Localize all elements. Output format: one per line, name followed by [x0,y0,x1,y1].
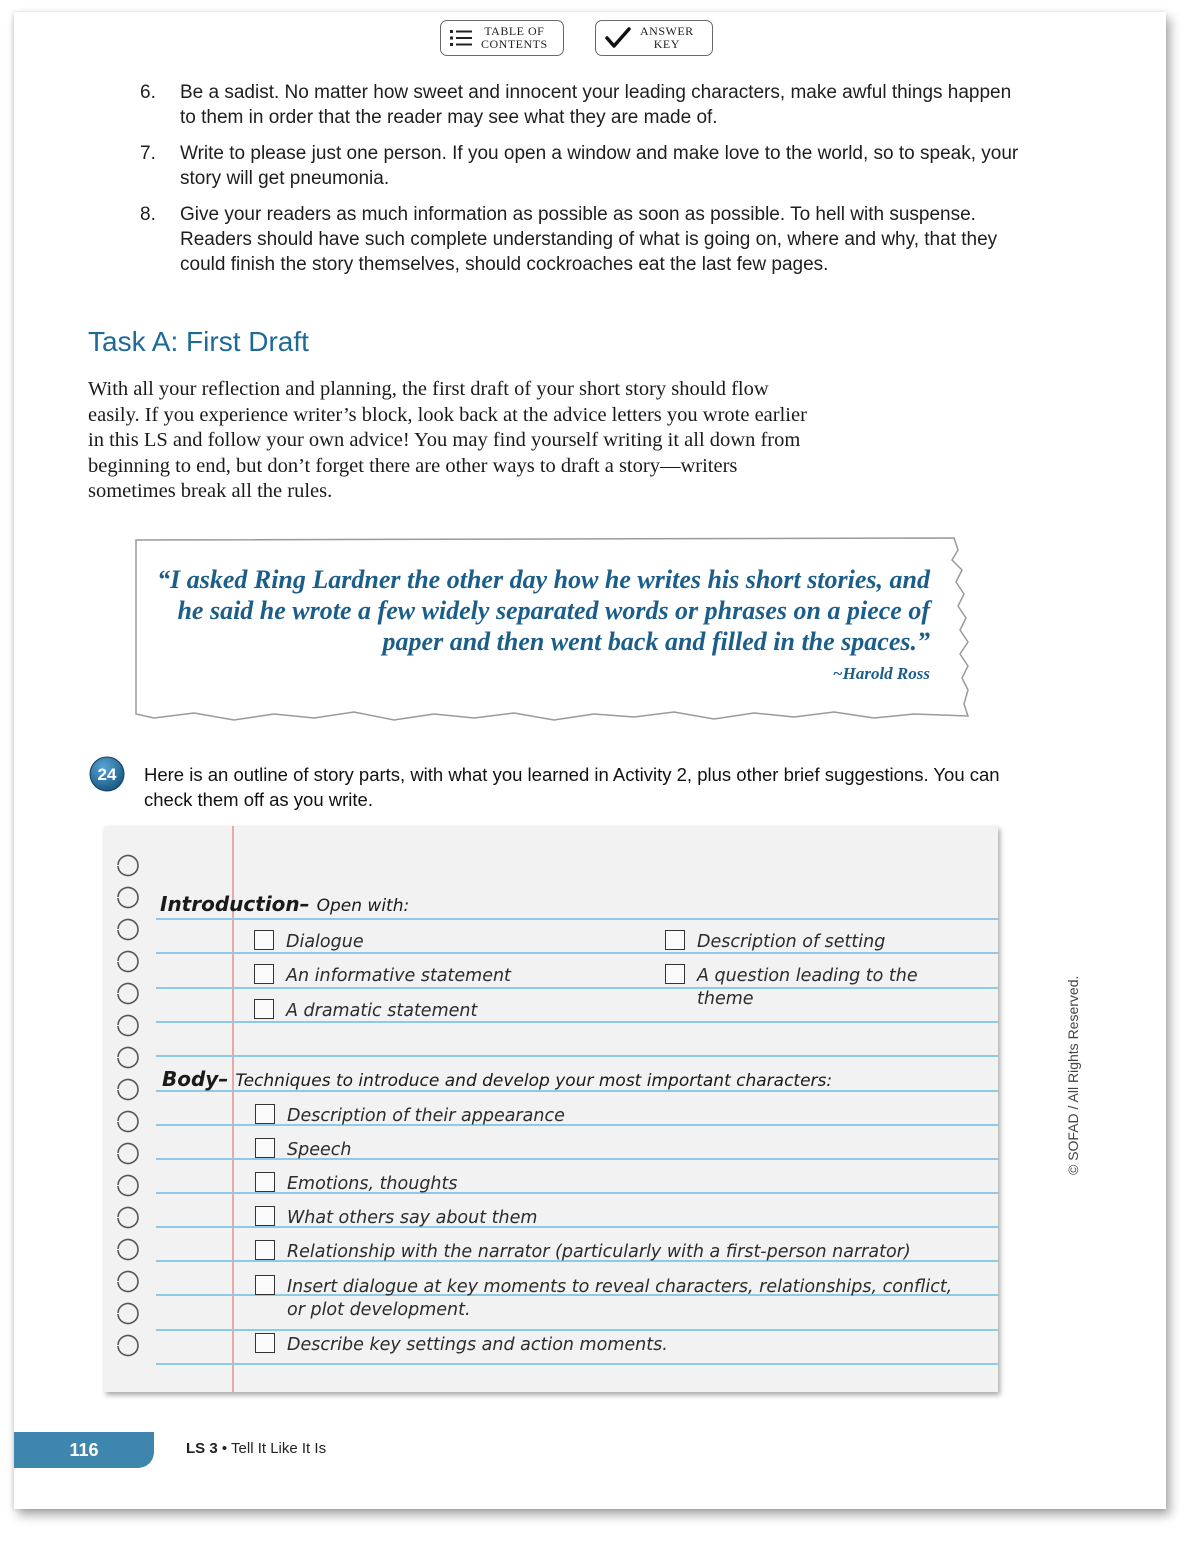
checkbox[interactable] [255,1172,275,1192]
page-number: 116 [14,1432,154,1468]
checklist-item: Relationship with the narrator (particularly with a first-person narrator) [255,1241,911,1264]
checklist-item: Description of their appearance [255,1105,565,1128]
notebook-rule [156,1055,998,1057]
checkbox[interactable] [255,1138,275,1158]
list-text: Write to please just one person. If you open a window and make love to the world, so to speak, your story will get pneumonia. [180,143,1019,189]
notebook-rule [156,918,998,920]
body-heading: Body– Techniques to introduce and develop your most important characters: [162,1067,833,1091]
checkbox[interactable] [255,1206,275,1226]
checkbox[interactable] [254,999,274,1019]
section-title: Task A: First Draft [88,326,309,357]
checklist-item: Dialogue [254,931,364,954]
introduction-heading: Introduction– Open with: [160,892,410,916]
list-number: 7. [140,143,156,164]
list-number: 8. [140,204,156,225]
toc-label: TABLE OF CONTENTS [481,24,548,51]
answer-key-label: ANSWER KEY [640,24,694,51]
checklist-item: Emotions, thoughts [255,1173,458,1196]
body-subheading: Techniques to introduce and develop your most important characters: [235,1071,833,1091]
activity-number: 24 [97,765,117,784]
checklist-item: A question leading to the theme [665,965,945,1011]
checklist-item: Speech [255,1139,351,1162]
spiral-binding [96,826,156,1392]
checkbox[interactable] [254,964,274,984]
list-item [140,80,1020,130]
unit-label: LS 3 [186,1440,218,1457]
checklist-item: Describe key settings and action moments. [255,1334,668,1357]
list-number: 6. [140,82,156,103]
checklist-item: An informative statement [254,965,511,988]
checklist-item: Insert dialogue at key moments to reveal characters, relationships, conflict, or plot development. [255,1276,955,1322]
running-footer [186,1440,326,1457]
checkbox[interactable] [665,930,685,950]
quote-box [134,536,972,728]
introduction-subheading: Open with: [316,896,410,916]
checkmark-icon [604,25,632,51]
footer-separator: • [221,1440,228,1457]
unit-title: Tell It Like It Is [231,1440,327,1457]
checkbox[interactable] [665,964,685,984]
notebook-rule [156,1363,998,1365]
checkbox[interactable] [255,1275,275,1295]
checklist-item: A dramatic statement [254,1000,477,1023]
checkbox[interactable] [255,1104,275,1124]
checklist-item: What others say about them [255,1207,537,1230]
notebook-rule [156,1329,998,1331]
activity-number-badge [89,756,125,792]
checkbox[interactable] [255,1240,275,1260]
notebook-outline [96,826,1008,1396]
copyright-notice: © SOFAD / All Rights Reserved. [1065,975,1081,1175]
checkbox[interactable] [255,1333,275,1353]
quote-text: “I asked Ring Lardner the other day how he writes his short stories, and he said he wrote a few widely separated words or phrases on a piece of paper and then went back and filled in the spaces.” [157,565,930,656]
list-icon [449,28,473,48]
answer-key-button[interactable] [595,20,713,56]
list-item [140,202,1020,277]
activity-instructions: Here is an outline of story parts, with what you learned in Activity 2, plus other brief suggestions. You can check them off as you write. [144,764,1000,810]
list-text: Give your readers as much information as possible as soon as possible. To hell with suspense. Readers should have such complete understanding of what is going on, where and why, that they could finish the story themselves, should cockroaches eat the last few pages. [180,204,998,275]
intro-paragraph: With all your reflection and planning, the first draft of your short story should flow easily. If you experience writer’s block, look back at the advice letters you wrote earlier in this LS and follow your own advice! You may find yourself writing it all down from beginning to end, but don’t forget there are other ways to draft a story—writers sometimes break all the rules. [88,378,807,502]
checkbox[interactable] [254,930,274,950]
list-item [140,141,1020,191]
quote-author: ~Harold Ross [832,664,930,683]
advice-list [140,80,1020,288]
checklist-item: Description of setting [665,931,885,954]
table-of-contents-button[interactable] [440,20,564,56]
list-text: Be a sadist. No matter how sweet and innocent your leading characters, make awful things happen to them in order that the reader may see what they are made of. [180,82,1012,128]
